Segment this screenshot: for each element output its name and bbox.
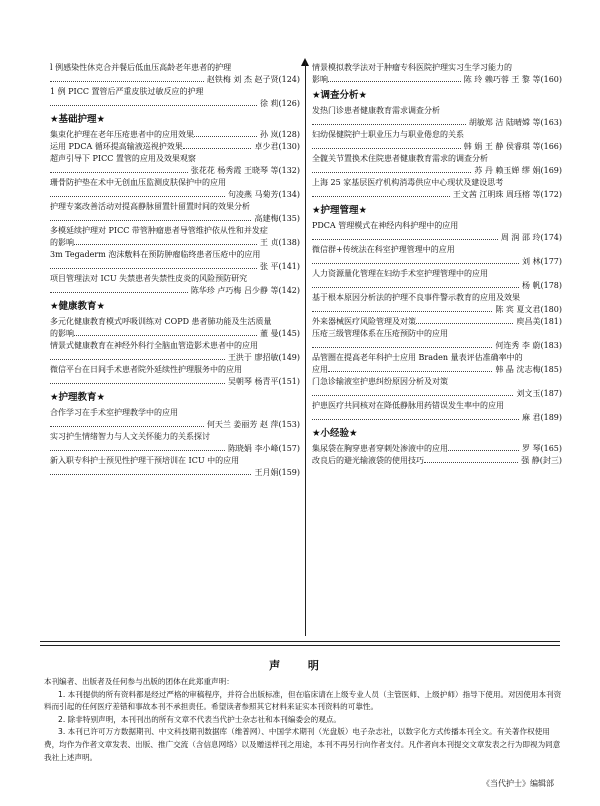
- toc-entry: [312, 376, 562, 400]
- leader-dots: [50, 81, 204, 82]
- section-separator-thin: [40, 645, 560, 646]
- entry-author-row: [312, 388, 562, 400]
- entry-authors-page: 徐 莉(126): [259, 99, 300, 108]
- declaration-title: 声 明: [269, 659, 331, 672]
- entry-title: 护理专案改善活动对提高静脉留置针留置时间的效果分析: [50, 202, 250, 211]
- entry-author-row: [50, 141, 300, 153]
- toc-entry: [312, 328, 562, 352]
- leader-dots: [183, 148, 252, 149]
- entry-author-row: [50, 443, 300, 455]
- entry-title: 人力资源量化管理在妇幼手术室护理管理中的应用: [312, 269, 488, 278]
- declaration-item: 2. 除非特别声明，本刊刊出的所有文章不代表当代护士杂志社和本刊编委会的观点。: [58, 714, 342, 724]
- leader-dots: [50, 474, 251, 475]
- leader-dots: [50, 426, 204, 427]
- toc-entry: [312, 443, 562, 455]
- entry-title: 合作学习在手术室护理教学中的应用: [50, 408, 178, 417]
- entry-authors-page: 卓少君(130): [254, 142, 300, 151]
- entry-title: 新入职专科护士预见性护理干预培训在 ICU 中的应用: [50, 456, 240, 465]
- entry-author-row: [50, 352, 300, 364]
- entry-title: 上海 25 家基层医疗机构消毒供应中心现状及建设思考: [312, 178, 504, 187]
- entry-title: 1 例 PICC 置管后严重皮肤过敏反应的护理: [50, 87, 204, 96]
- entry-authors-page: 董 曼(145): [259, 329, 300, 338]
- toc-right-column: [312, 62, 562, 467]
- toc-entry: [50, 62, 300, 86]
- entry-title: 微信平台在日间手术患者院外延续性护理服务中的应用: [50, 365, 242, 374]
- leader-dots: [328, 371, 492, 372]
- entry-authors-page: 麻 君(189): [521, 413, 562, 422]
- entry-title-end: 影响: [312, 75, 328, 84]
- entry-authors-page: 王文茜 江明珠 周珏榕 等(172): [452, 190, 562, 199]
- section-heading: ★小经验★: [312, 428, 358, 439]
- entry-author-row: [312, 304, 562, 316]
- entry-title: 微信群+传统法在科室护理管理中的应用: [312, 245, 455, 254]
- entry-authors-page: 句凌燕 马菊芳(134): [227, 190, 300, 199]
- entry-title: l 例感染性休克合并餐后低血压高龄老年患者的护理: [50, 63, 232, 72]
- toc-entry: [50, 249, 300, 273]
- entry-author-row: [312, 74, 562, 86]
- entry-authors-page: 韩 晶 沈志梅(185): [495, 365, 562, 374]
- entry-authors-page: 赵铁梅 刘 杰 赵子贤(124): [206, 75, 300, 84]
- toc-entry: [312, 153, 562, 177]
- leader-dots: [312, 347, 492, 348]
- entry-authors-page: 王洪于 廖招敏(149): [227, 353, 300, 362]
- entry-authors-page: 强 静(封三): [521, 456, 562, 465]
- entry-title: 护患医疗共同核对在降低静脉用药错误发生率中的应用: [312, 401, 504, 410]
- toc-entry: [50, 273, 300, 297]
- toc-entry: [50, 201, 300, 225]
- entry-authors-page: 高建梅(135): [254, 214, 300, 223]
- entry-authors-page: 吴朝琴 杨青平(151): [227, 377, 300, 386]
- entry-authors-page: 胡敏郑 洁 陆晴嫦 等(163): [468, 118, 562, 127]
- toc-entry: [312, 105, 562, 129]
- entry-title-end: 集尿袋在胸穿患者穿刺处渗液中的应用: [312, 444, 448, 453]
- declaration-item: 1. 本刊提供的所有资料都是经过严格的审稿程序，并符合出版标准，但在临床请在上级专业人员（主管医师、上级护师）指导下使用。对因使用本刊资料而引起的任何医疗差错和事故本刊不承担责任。希望读者参照其它材料来证实本刊资料的可靠性。: [44, 689, 562, 712]
- toc-entry: [50, 153, 300, 177]
- entry-authors-page: 周 润 邵 玲(174): [500, 233, 562, 242]
- entry-author-row: [312, 141, 562, 153]
- entry-title: 情景式健康教育在神经外科行全脑血管造影术患者中的应用: [50, 341, 258, 350]
- leader-dots: [312, 239, 498, 240]
- entry-title: 基于根本原因分析法的护理不良事件警示教育的应用及效果: [312, 293, 520, 302]
- entry-author-row: [312, 364, 562, 376]
- entry-author-row: [312, 189, 562, 201]
- section-heading: ★护理教育★: [50, 392, 106, 403]
- entry-authors-page: 韩 娟 王 静 侯睿琪 等(166): [463, 142, 562, 151]
- entry-title-end: 外来器械医疗风险管理及对策: [312, 317, 416, 326]
- entry-author-row: [312, 256, 562, 268]
- entry-authors-page: 陈华珍 卢巧梅 吕少静 等(142): [190, 286, 300, 295]
- toc-entry: [312, 129, 562, 153]
- leader-dots: [50, 172, 188, 173]
- leader-dots: [424, 462, 518, 463]
- toc-entry: [312, 316, 562, 328]
- leader-dots: [312, 395, 513, 396]
- entry-title: 3m Tegaderm 泡沫敷料在预防肿瘤临终患者压疮中的应用: [50, 250, 261, 259]
- column-divider: [305, 62, 306, 636]
- entry-author-row: [312, 165, 562, 177]
- entry-author-row: [312, 340, 562, 352]
- entry-authors-page: 孙 岚(128): [259, 130, 300, 139]
- toc-entry: [50, 455, 300, 479]
- entry-title: 多模延续护理对 PICC 带管肿瘤患者导管维护依从性和并发症: [50, 226, 268, 235]
- entry-author-row: [312, 117, 562, 129]
- leader-dots: [416, 323, 513, 324]
- entry-authors-page: 庾昌美(181): [516, 317, 562, 326]
- entry-author-row: [50, 213, 300, 225]
- entry-author-row: [312, 232, 562, 244]
- entry-author-row: [50, 467, 300, 479]
- section-heading: ★健康教育★: [50, 301, 106, 312]
- toc-left-column: [50, 62, 300, 479]
- entry-author-row: [312, 443, 562, 455]
- entry-author-row: [312, 316, 562, 328]
- leader-dots: [312, 419, 519, 420]
- leader-dots: [50, 105, 257, 106]
- leader-dots: [312, 196, 450, 197]
- entry-title-end: 集束化护理在老年压疮患者中的应用效果: [50, 130, 194, 139]
- leader-dots: [328, 81, 461, 82]
- toc-entry: [50, 364, 300, 388]
- entry-authors-page: 杨 帆(178): [521, 281, 562, 290]
- entry-authors-page: 何天兰 姜丽芳 赵 萍(153): [206, 420, 300, 429]
- entry-title: 珊骨防护垫在术中无创血压监测皮肤保护中的应用: [50, 178, 226, 187]
- entry-title-end: 应用: [312, 365, 328, 374]
- declaration-intro: 本刊编者、出版者及任何参与出版的团体在此郑重声明：: [44, 677, 234, 686]
- entry-author-row: [50, 285, 300, 297]
- toc-entry: [312, 220, 562, 244]
- entry-title: PDCA 管理模式在神经内科护理中的应用: [312, 221, 459, 230]
- leader-dots: [312, 148, 461, 149]
- entry-author-row: [50, 129, 300, 141]
- entry-author-row: [50, 376, 300, 388]
- entry-authors-page: 刘文玉(187): [516, 389, 562, 398]
- leader-dots: [50, 450, 225, 451]
- toc-entry: [50, 316, 300, 340]
- leader-dots: [50, 359, 225, 360]
- entry-title: 全髋关节置换术住院患者健康教育需求的调查分析: [312, 154, 488, 163]
- toc-entry: [50, 141, 300, 153]
- toc-entry: [312, 352, 562, 376]
- entry-author-row: [50, 98, 300, 110]
- section-heading: ★护理管理★: [312, 205, 368, 216]
- toc-entry: [50, 129, 300, 141]
- entry-author-row: [312, 280, 562, 292]
- toc-entry: [50, 86, 300, 110]
- entry-author-row: [50, 74, 300, 86]
- leader-dots: [312, 172, 471, 173]
- leader-dots: [50, 292, 188, 293]
- entry-authors-page: 陈 宾 夏文君(180): [495, 305, 562, 314]
- section-separator: [40, 641, 560, 642]
- entry-author-row: [50, 261, 300, 273]
- toc-entry: [312, 455, 562, 467]
- entry-title-end: 运用 PDCA 循环提高输液巡视护效果: [50, 142, 183, 151]
- entry-title: 发热门诊患者健康教育需求调查分析: [312, 106, 440, 115]
- toc-entry: [50, 407, 300, 431]
- leader-dots: [50, 196, 225, 197]
- toc-entry: [312, 292, 562, 316]
- entry-authors-page: 刘 林(177): [521, 257, 562, 266]
- entry-title: 妇幼保健院护士职业压力与职业倦怠的关系: [312, 130, 464, 139]
- section-heading: ★基础护理★: [50, 114, 106, 125]
- entry-title-end: 改良后的避光输液袋的使用技巧: [312, 456, 424, 465]
- entry-authors-page: 张 平(141): [259, 262, 300, 271]
- entry-authors-page: 陈 玲 赖巧蓉 王 黎 等(160): [463, 75, 562, 84]
- declaration-body: [44, 676, 564, 764]
- entry-title: 情景模拟教学法对于肿瘤专科医院护理实习生学习能力的: [312, 63, 512, 72]
- toc-entry: [312, 268, 562, 292]
- leader-dots: [312, 311, 492, 312]
- entry-author-row: [50, 165, 300, 177]
- toc-entry: [50, 177, 300, 201]
- entry-authors-page: 苏 丹 赖玉婵 缪 娟(169): [474, 166, 562, 175]
- entry-author-row: [50, 189, 300, 201]
- entry-author-row: [312, 455, 562, 467]
- entry-authors-page: 何连秀 李 蔚(183): [495, 341, 562, 350]
- entry-author-row: [50, 237, 300, 249]
- declaration-signature: 《当代护士》编辑部: [482, 779, 554, 788]
- toc-entry: [312, 177, 562, 201]
- entry-authors-page: 陈晓娟 李小峰(157): [227, 444, 300, 453]
- leader-dots: [448, 450, 519, 451]
- entry-title: 门急诊输液室护患纠纷原因分析及对策: [312, 377, 448, 386]
- entry-author-row: [50, 328, 300, 340]
- toc-entry: [312, 244, 562, 268]
- leader-dots: [74, 335, 257, 336]
- toc-entry: [312, 62, 562, 86]
- entry-title: 品管圈在提高老年科护士应用 Braden 量表评估准确率中的: [312, 353, 523, 362]
- entry-title: 实习护生情绪智力与人文关怀能力的关系探讨: [50, 432, 210, 441]
- entry-author-row: [312, 412, 562, 424]
- entry-title-end: 的影响: [50, 329, 74, 338]
- toc-entry: [50, 431, 300, 455]
- entry-author-row: [50, 419, 300, 431]
- leader-dots: [312, 263, 519, 264]
- leader-dots: [50, 220, 251, 221]
- entry-title: 压疮三级管理体系在压疮预防中的应用: [312, 329, 448, 338]
- declaration-item: 3. 本刊已许可万方数据期刊、中文科技期刊数据库（维普网）、中国学术期刊（光盘版）电子杂志社，以数字化方式传播本刊全文。有关著作权使用费，均作为作者文章发表、出版、推广交流（含信息网络）以及赠送样刊之用途，本刊不再另行向作者支付。凡作者向本刊提交文章发表之行为即视为同意我社上述声明。: [44, 727, 561, 762]
- leader-dots: [74, 244, 257, 245]
- entry-authors-page: 罗 琴(165): [521, 444, 562, 453]
- entry-authors-page: 王 贞(138): [259, 238, 300, 247]
- leader-dots: [312, 124, 466, 125]
- leader-dots: [194, 136, 257, 137]
- entry-authors-page: 张花花 杨秀霞 王晓琴 等(132): [190, 166, 300, 175]
- entry-authors-page: 王月娟(159): [254, 468, 300, 477]
- section-heading: ★调查分析★: [312, 90, 368, 101]
- entry-title: 超声引导下 PICC 置管的应用及效果观察: [50, 154, 196, 163]
- entry-title: 项目管理法对 ICU 失禁患者失禁性皮炎的风险预防研究: [50, 274, 248, 283]
- toc-entry: [50, 340, 300, 364]
- entry-title-end: 的影响: [50, 238, 74, 247]
- toc-entry: [50, 225, 300, 249]
- leader-dots: [50, 383, 225, 384]
- leader-dots: [50, 268, 257, 269]
- leader-dots: [312, 287, 519, 288]
- toc-entry: [312, 400, 562, 424]
- entry-title: 多元化健康教育模式呼吸训练对 COPD 患者肺功能及生活质量: [50, 317, 272, 326]
